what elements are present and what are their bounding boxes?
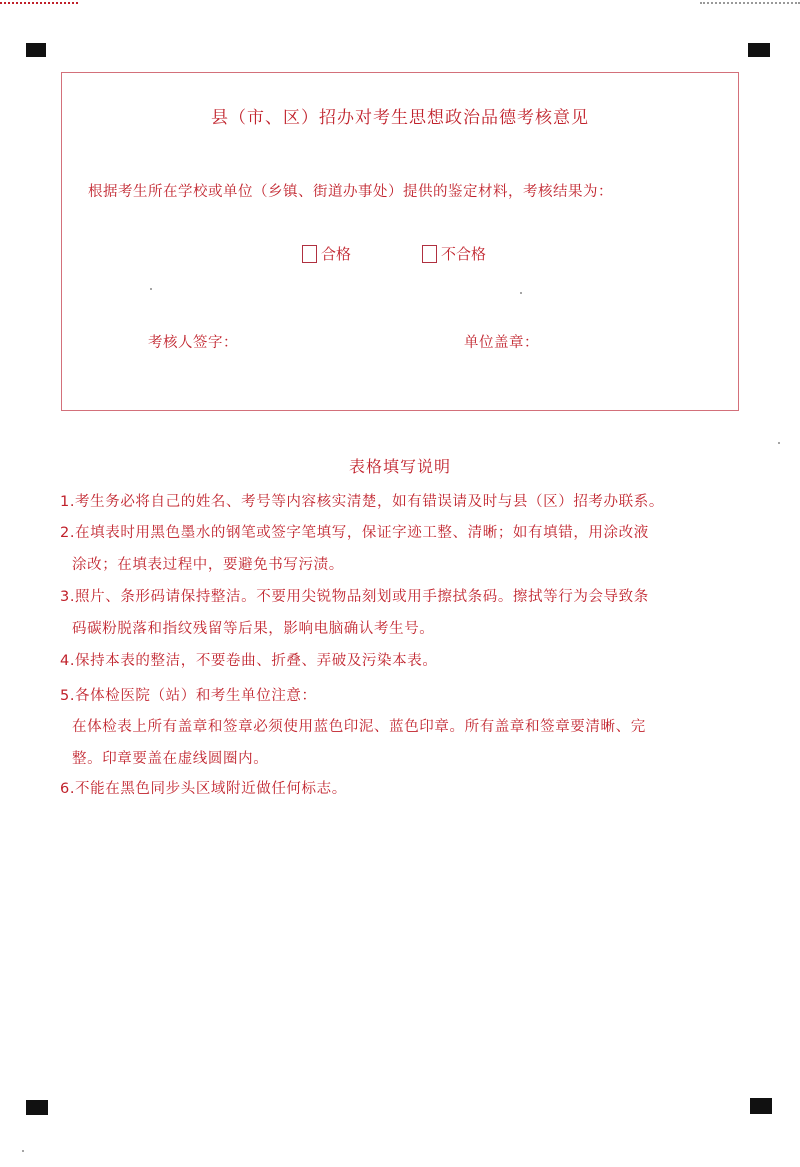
review-basis-text: 根据考生所在学校或单位（乡镇、街道办事处）提供的鉴定材料，考核结果为： — [88, 184, 613, 200]
instruction-line: 1.考生务必将自己的姓名、考号等内容核实清楚，如有错误请及时与县（区）招考办联系。 — [60, 494, 664, 510]
instruction-line: 码碳粉脱落和指纹残留等后果，影响电脑确认考生号。 — [72, 621, 435, 637]
scan-speck — [22, 1150, 24, 1152]
top-edge-dots — [0, 2, 78, 4]
instruction-line: 在体检表上所有盖章和签章必须使用蓝色印泥、蓝色印章。所有盖章和签章要清晰、完 — [72, 719, 646, 735]
scan-speck — [150, 288, 152, 290]
instruction-line: 3.照片、条形码请保持整洁。不要用尖锐物品刻划或用手擦拭条码。擦拭等行为会导致条 — [60, 589, 649, 605]
sync-mark-top-left — [26, 43, 46, 57]
scan-speck — [520, 292, 522, 294]
option-pass[interactable] — [302, 243, 351, 264]
sync-mark-bottom-right — [750, 1098, 772, 1114]
unit-seal-label: 单位盖章： — [464, 335, 539, 351]
instruction-line: 2.在填表时用黑色墨水的钢笔或签字笔填写，保证字迹工整、清晰；如有填错，用涂改液 — [60, 525, 649, 541]
instructions-title: 表格填写说明 — [348, 457, 451, 476]
instruction-line: 整。印章要盖在虚线圆圈内。 — [72, 751, 269, 767]
scan-speck — [778, 442, 780, 444]
pass-label: 合格 — [321, 245, 352, 263]
pass-checkbox[interactable] — [302, 245, 317, 263]
reviewer-signature-label: 考核人签字： — [148, 335, 238, 351]
review-opinion-box — [61, 72, 739, 411]
fail-label: 不合格 — [441, 245, 487, 263]
instruction-line: 涂改；在填表过程中，要避免书写污渍。 — [72, 557, 344, 573]
fail-checkbox[interactable] — [422, 245, 437, 263]
sync-mark-top-right — [748, 43, 770, 57]
sync-mark-bottom-left — [26, 1100, 48, 1115]
option-fail[interactable] — [422, 243, 486, 264]
instruction-line: 5.各体检医院（站）和考生单位注意： — [60, 688, 317, 704]
instruction-line: 4.保持本表的整洁，不要卷曲、折叠、弄破及污染本表。 — [60, 653, 438, 669]
top-edge-dots-right — [700, 2, 800, 4]
review-title: 县（市、区）招办对考生思想政治品德考核意见 — [211, 108, 589, 128]
instruction-line: 6.不能在黑色同步头区域附近做任何标志。 — [60, 781, 347, 797]
